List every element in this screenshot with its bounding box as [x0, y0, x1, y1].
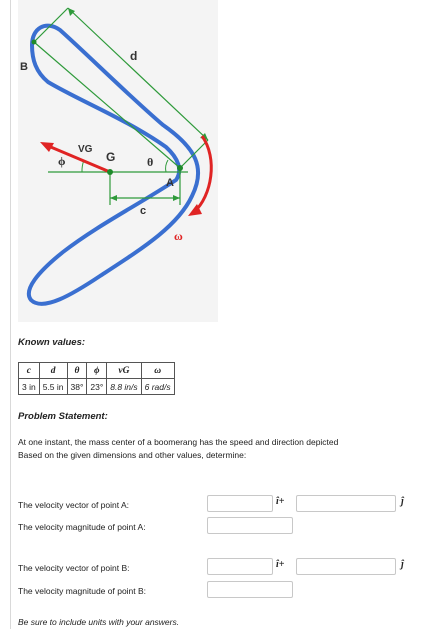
value-c: 3 in	[19, 379, 40, 395]
label-d: d	[130, 49, 138, 63]
label-c: c	[140, 205, 147, 217]
diagram-background	[18, 0, 218, 322]
header-theta: θ	[67, 363, 87, 379]
label-point-g: G	[106, 150, 116, 164]
va-i-unit: î+	[276, 496, 285, 507]
header-phi: ϕ	[87, 363, 107, 379]
va-magnitude-input[interactable]	[207, 517, 293, 534]
label-theta: θ	[147, 155, 154, 169]
vb-magnitude-label: The velocity magnitude of point B:	[18, 586, 147, 596]
vb-magnitude-input[interactable]	[207, 581, 293, 598]
label-vg: VG	[78, 144, 93, 155]
point-g-dot	[107, 169, 113, 175]
header-d: d	[39, 363, 67, 379]
known-values-data-row	[19, 379, 175, 395]
problem-statement-line-1: At one instant, the mass center of a boomerang has the speed and direction depicted	[18, 437, 339, 447]
va-vector-label: The velocity vector of point A:	[18, 500, 130, 510]
label-phi: ϕ	[58, 154, 66, 168]
vb-i-input[interactable]	[207, 558, 273, 575]
label-omega: ω	[174, 229, 183, 243]
header-vg: vG	[107, 363, 141, 379]
point-b-dot	[32, 40, 37, 45]
point-a-dot	[177, 165, 183, 171]
units-note: Be sure to include units with your answers.	[18, 617, 180, 627]
value-phi: 23°	[87, 379, 107, 395]
problem-statement-line-2: Based on the given dimensions and other values, determine:	[18, 450, 247, 460]
label-point-a: A	[166, 177, 174, 189]
va-magnitude-label: The velocity magnitude of point A:	[18, 522, 146, 532]
problem-statement-heading: Problem Statement:	[18, 411, 108, 422]
va-i-input[interactable]	[207, 495, 273, 512]
header-omega: ω	[141, 363, 174, 379]
label-point-b: B	[20, 61, 28, 73]
va-j-unit: ĵ	[401, 496, 404, 507]
known-values-table	[18, 362, 175, 395]
value-d: 5.5 in	[39, 379, 67, 395]
value-vg: 8.8 in/s	[107, 379, 141, 395]
vb-vector-label: The velocity vector of point B:	[18, 563, 130, 573]
vb-i-unit: î+	[276, 559, 285, 570]
header-c: c	[19, 363, 40, 379]
known-values-header-row	[19, 363, 175, 379]
vb-j-input[interactable]	[296, 558, 396, 575]
va-j-input[interactable]	[296, 495, 396, 512]
vb-j-unit: ĵ	[401, 559, 404, 570]
value-omega: 6 rad/s	[141, 379, 174, 395]
known-values-heading: Known values:	[18, 337, 86, 348]
problem-statement-text	[18, 436, 440, 462]
value-theta: 38°	[67, 379, 87, 395]
boomerang-diagram	[18, 0, 218, 322]
